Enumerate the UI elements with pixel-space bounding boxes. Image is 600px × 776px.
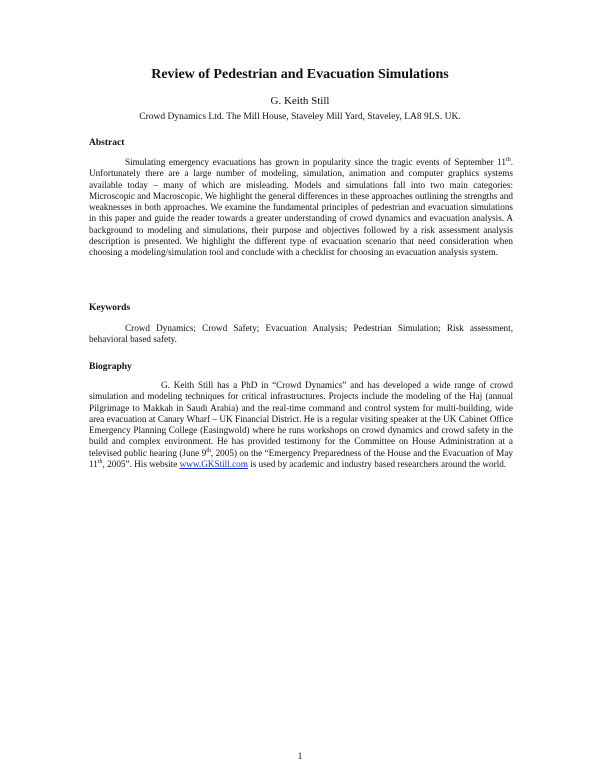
biography-text-d: is used by academic and industry based researchers around the world.	[247, 459, 507, 470]
biography-sup-b: th	[97, 459, 103, 466]
abstract-heading: Abstract	[89, 138, 125, 148]
biography-heading: Biography	[89, 362, 132, 372]
author-affiliation: Crowd Dynamics Ltd. The Mill House, Staveley Mill Yard, Staveley, LA8 9LS. UK.	[139, 112, 461, 122]
biography-paragraph	[89, 380, 513, 470]
abstract-text-a: Simulating emergency evacuations has grown in popularity since the tragic events of September 11	[125, 157, 507, 167]
keywords-paragraph	[89, 323, 513, 346]
biography-text-a: G. Keith Still has a PhD in “Crowd Dynamics” and has developed a wide range of crowd simulation and modeling techniques for critical infrastructures. Projects include the modeling of the Haj (annual Pilgrimage to Makkah in Saudi Arabia) and the real-time command and control system for multi-building, wide area evacuation at Canary Wharf – UK Financial District. He is a regular visiting speaker at the UK Cabinet Office Emergency Planning College (Easingwold) where he runs workshops on crowd dynamics and crowd safety in the build and complex environment. He has provided testimony for the Committee on House Administration at a televised public hearing (June 9	[89, 380, 513, 458]
page-number: 1	[297, 752, 303, 762]
abstract-text-b: . Unfortunately there are a large number of modeling, simulation, animation and computer graphics systems available today – many of which are misleading. Models and simulations fall into two main categories: Microscopic and Macroscopic. We highlight the general differences in these approaches outlining the strengths and weaknesses in both approaches. We examine the fundamental principles of pedestrian and evacuation simulations in this paper and guide the reader towards a greater understanding of crowd dynamics and evacuation analysis. A background to modeling and simulations, their purpose and objectives followed by a risk assessment analysis description is presented. We highlight the different type of evacuation scenario that need consideration when choosing a modeling/simulation tool and conclude with a checklist for choosing an evacuation analysis system.	[89, 157, 513, 258]
biography-text-b: , 2005) on the “Emergency Preparedness of the House and the Evacuation of May 11	[89, 447, 513, 470]
website-link[interactable]: www.GKStill.com	[179, 459, 248, 470]
keywords-heading: Keywords	[89, 303, 131, 313]
paper-author: G. Keith Still	[270, 95, 330, 107]
keywords-text: Crowd Dynamics; Crowd Safety; Evacuation Analysis; Pedestrian Simulation; Risk assessment, behavioral based safety.	[89, 323, 513, 345]
biography-sup-a: th	[206, 447, 211, 454]
abstract-sup: th	[506, 156, 511, 163]
abstract-paragraph	[89, 157, 513, 259]
biography-text-c: , 2005”. His website	[102, 459, 180, 470]
paper-title: Review of Pedestrian and Evacuation Simulations	[151, 67, 449, 82]
